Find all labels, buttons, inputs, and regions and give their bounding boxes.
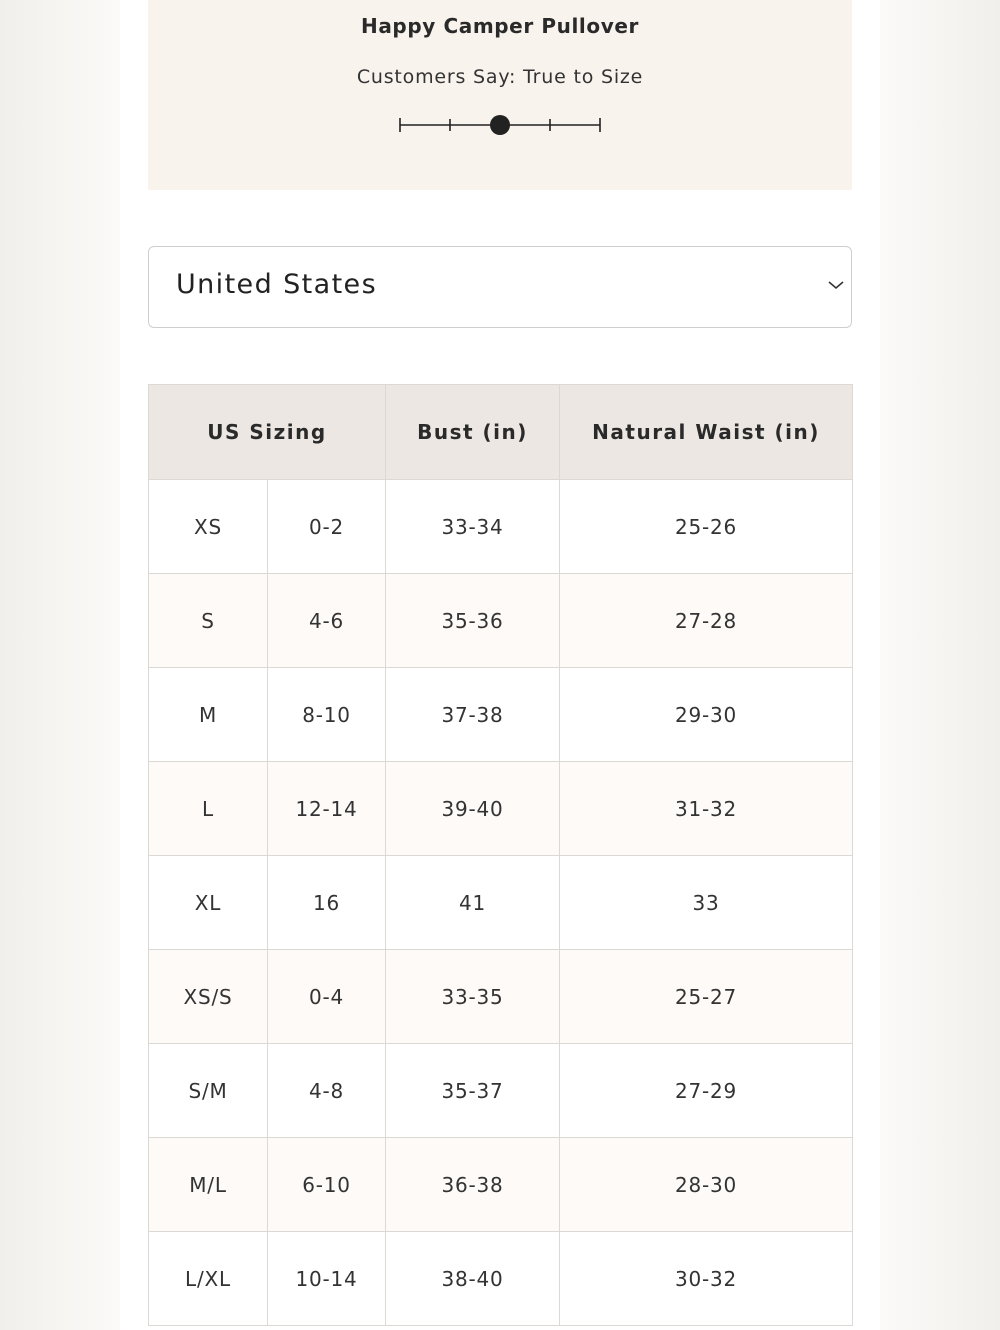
country-select-value: United States	[176, 269, 378, 300]
bust-range: 39-40	[386, 762, 560, 856]
waist-range: 33	[560, 856, 853, 950]
table-header-row	[149, 385, 853, 480]
table-row	[149, 480, 853, 574]
bust-range: 33-35	[386, 950, 560, 1044]
size-label: M	[149, 668, 268, 762]
size-label: S	[149, 574, 268, 668]
country-select[interactable]	[148, 246, 852, 328]
us-size-range: 4-8	[268, 1044, 386, 1138]
table-row	[149, 668, 853, 762]
size-label: XS	[149, 480, 268, 574]
size-label: L/XL	[149, 1232, 268, 1326]
waist-range: 27-29	[560, 1044, 853, 1138]
waist-range: 25-26	[560, 480, 853, 574]
bust-range: 38-40	[386, 1232, 560, 1326]
us-size-range: 16	[268, 856, 386, 950]
table-row	[149, 1044, 853, 1138]
size-label: L	[149, 762, 268, 856]
header-us-sizing: US Sizing	[149, 385, 386, 480]
size-label: XS/S	[149, 950, 268, 1044]
waist-range: 27-28	[560, 574, 853, 668]
bust-range: 35-37	[386, 1044, 560, 1138]
us-size-range: 0-4	[268, 950, 386, 1044]
waist-range: 31-32	[560, 762, 853, 856]
size-chart-table	[148, 384, 853, 1326]
header-natural-waist: Natural Waist (in)	[560, 385, 853, 480]
table-row	[149, 950, 853, 1044]
product-name: Happy Camper Pullover	[360, 14, 639, 38]
bust-range: 35-36	[386, 574, 560, 668]
waist-range: 29-30	[560, 668, 853, 762]
chevron-down-icon	[827, 279, 845, 291]
table-row	[149, 1138, 853, 1232]
waist-range: 28-30	[560, 1138, 853, 1232]
table-row	[149, 574, 853, 668]
table-row	[149, 762, 853, 856]
fit-scale-marker	[490, 115, 510, 135]
table-row	[149, 1232, 853, 1326]
fit-scale-slider	[395, 110, 605, 140]
us-size-range: 8-10	[268, 668, 386, 762]
bust-range: 41	[386, 856, 560, 950]
bust-range: 37-38	[386, 668, 560, 762]
size-label: M/L	[149, 1138, 268, 1232]
size-label: S/M	[149, 1044, 268, 1138]
us-size-range: 6-10	[268, 1138, 386, 1232]
bust-range: 33-34	[386, 480, 560, 574]
us-size-range: 4-6	[268, 574, 386, 668]
size-label: XL	[149, 856, 268, 950]
table-row	[149, 856, 853, 950]
waist-range: 25-27	[560, 950, 853, 1044]
us-size-range: 0-2	[268, 480, 386, 574]
us-size-range: 12-14	[268, 762, 386, 856]
us-size-range: 10-14	[268, 1232, 386, 1326]
fit-banner	[148, 0, 852, 190]
fit-summary: Customers Say: True to Size	[356, 66, 644, 88]
header-bust: Bust (in)	[386, 385, 560, 480]
waist-range: 30-32	[560, 1232, 853, 1326]
bust-range: 36-38	[386, 1138, 560, 1232]
